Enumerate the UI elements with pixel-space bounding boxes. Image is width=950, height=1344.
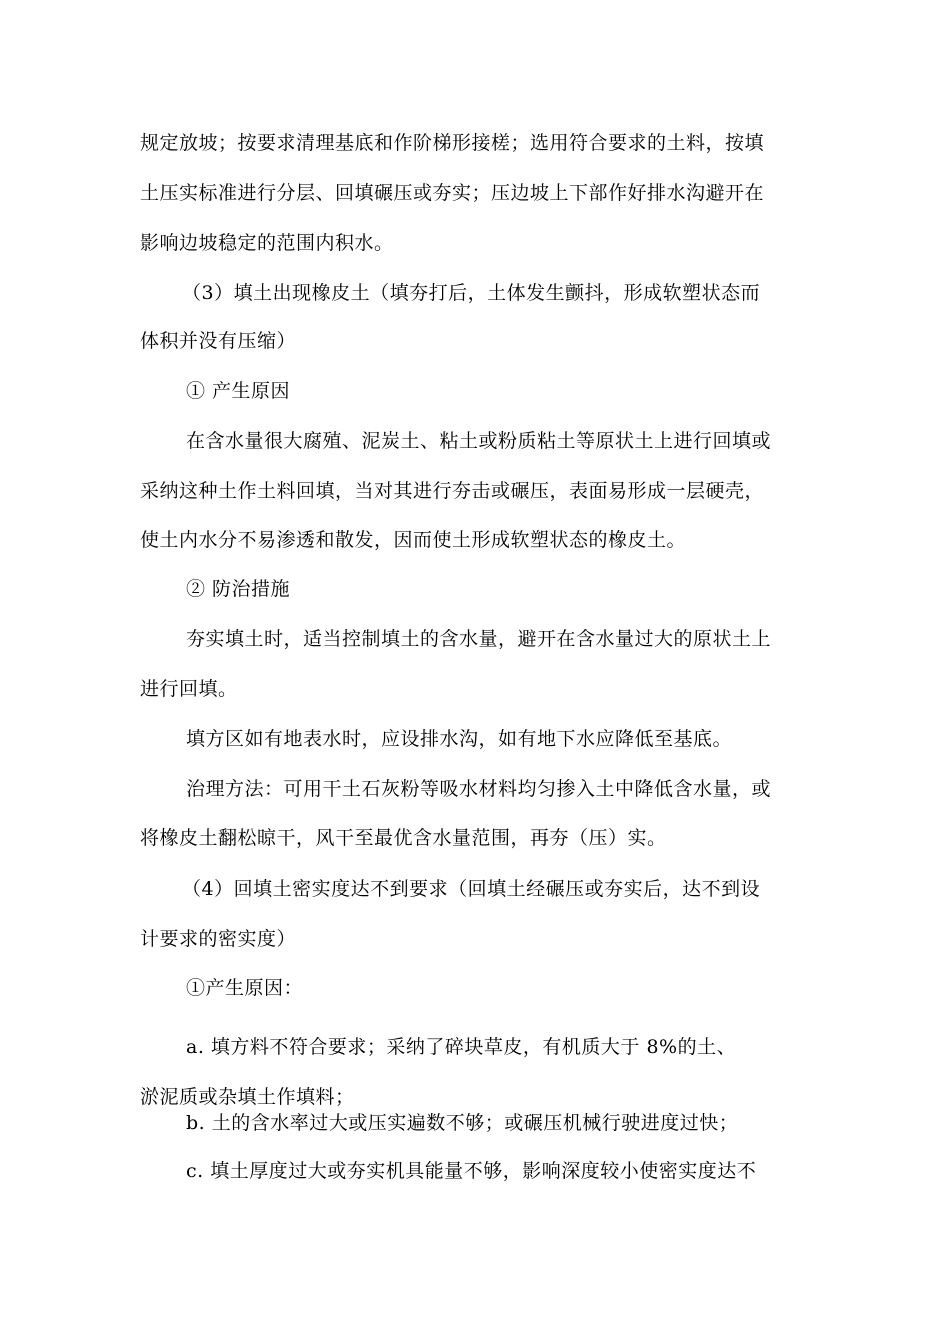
paragraph-line: 计要求的密实度） (140, 928, 297, 950)
list-item: a. 填方料不符合要求；采纳了碎块草皮，有机质大于 8%的土、 (186, 1036, 737, 1058)
list-item: b. 土的含水率过大或压实遍数不够；或碾压机械行驶进度过快； (186, 1112, 739, 1134)
paragraph-line: 规定放坡；按要求清理基底和作阶梯形接槎；选用符合要求的土料，按填 (140, 132, 765, 154)
paragraph-line: 影响边坡稳定的范围内积水。 (140, 232, 394, 254)
list-item: c. 填土厚度过大或夯实机具能量不够，影响深度较小使密实度达不 (186, 1160, 757, 1182)
paragraph-line: 进行回填。 (140, 678, 238, 700)
section-heading: （4）回填土密实度达不到要求（回填土经碾压或夯实后，达不到设 (182, 878, 761, 900)
paragraph-line: 体积并没有压缩） (140, 330, 297, 352)
subheading-cause: ① 产生原因 (186, 380, 291, 402)
subheading-cause: ①产生原因： (186, 977, 304, 999)
paragraph-line: 填方区如有地表水时，应设排水沟，如有地下水应降低至基底。 (186, 728, 733, 750)
paragraph-line: 夯实填土时，适当控制填土的含水量，避开在含水量过大的原状土上 (186, 628, 772, 650)
section-heading: （3）填土出现橡皮土（填夯打后，土体发生颤抖，形成软塑状态而 (182, 282, 761, 304)
paragraph-line: 将橡皮土翻松晾干，风干至最优含水量范围，再夯（压）实。 (140, 827, 667, 849)
paragraph-line: 治理方法：可用干土石灰粉等吸水材料均匀掺入土中降低含水量，或 (186, 778, 772, 800)
paragraph-line: 在含水量很大腐殖、泥炭土、粘土或粉质粘土等原状土上进行回填或 (186, 430, 772, 452)
subheading-prevention: ② 防治措施 (186, 578, 291, 600)
paragraph-line: 采纳这种土作土料回填，当对其进行夯击或碾压，表面易形成一层硬壳， (140, 480, 765, 502)
paragraph-line: 使土内水分不易渗透和散发，因而使土形成软塑状态的橡皮土。 (140, 529, 687, 551)
list-item-continued: 淤泥质或杂填土作填料； (140, 1086, 355, 1108)
paragraph-line: 土压实标准进行分层、回填碾压或夯实；压边坡上下部作好排水沟避开在 (140, 182, 765, 204)
